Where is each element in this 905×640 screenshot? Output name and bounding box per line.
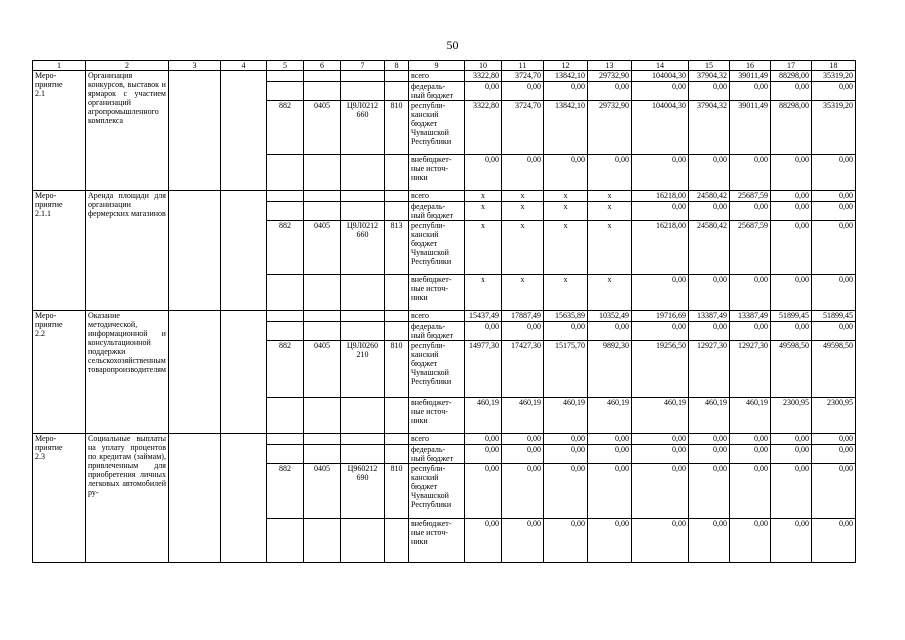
event-code: Меро- приятие 2.3: [33, 434, 86, 563]
grbs-code: 882: [266, 341, 303, 398]
value-cell-year-11: 0,00: [501, 82, 543, 101]
value-cell-year-15: 0,00: [688, 445, 729, 464]
section-code: 0405: [303, 221, 340, 275]
value-cell-year-14: 0,00: [631, 275, 688, 311]
empty-code-cell: [303, 322, 340, 341]
table-row: [33, 434, 856, 445]
target-article-code: Ц960212 690: [340, 464, 384, 519]
value-cell-year-11: x: [501, 275, 543, 311]
section-code: 0405: [303, 341, 340, 398]
empty-code-cell: [303, 71, 340, 82]
empty-code-cell: [340, 71, 384, 82]
empty-code-cell: [266, 398, 303, 434]
value-cell-year-12: 13842,10: [543, 71, 587, 82]
empty-code-cell: [384, 155, 408, 191]
funding-source-total: всего: [408, 434, 464, 445]
value-cell-year-16: 0,00: [729, 322, 770, 341]
value-cell-year-12: 15635,89: [543, 311, 587, 322]
value-cell-year-16: 25687,59: [729, 191, 770, 202]
empty-code-cell: [303, 398, 340, 434]
value-cell-year-15: 460,19: [688, 398, 729, 434]
value-cell-year-18: 35319,20: [811, 101, 855, 155]
value-cell-year-13: 0,00: [587, 434, 631, 445]
value-cell-year-14: 19256,50: [631, 341, 688, 398]
empty-code-cell: [266, 71, 303, 82]
value-cell-year-12: 0,00: [543, 155, 587, 191]
empty-code-cell: [266, 191, 303, 202]
funding-source-republic: республи- канский бюджет Чувашской Республики: [408, 464, 464, 519]
funding-source-offbudget: внебюджет- ные источ- ники: [408, 519, 464, 563]
value-cell-year-13: 0,00: [587, 155, 631, 191]
value-cell-year-10: x: [464, 191, 501, 202]
value-cell-year-10: 0,00: [464, 82, 501, 101]
value-cell-year-18: 35319,20: [811, 71, 855, 82]
empty-code-cell: [303, 519, 340, 563]
value-cell-year-18: 0,00: [811, 202, 855, 221]
budget-table: [32, 60, 856, 563]
value-cell-year-15: 37904,32: [688, 101, 729, 155]
column-4-cell: [220, 191, 266, 311]
value-cell-year-12: 0,00: [543, 434, 587, 445]
empty-code-cell: [340, 202, 384, 221]
value-cell-year-13: 0,00: [587, 464, 631, 519]
value-cell-year-18: 0,00: [811, 445, 855, 464]
empty-code-cell: [384, 82, 408, 101]
value-cell-year-13: 0,00: [587, 519, 631, 563]
value-cell-year-14: 104004,30: [631, 71, 688, 82]
value-cell-year-14: 0,00: [631, 202, 688, 221]
header-row: [33, 61, 856, 71]
value-cell-year-13: 9892,30: [587, 341, 631, 398]
column-header-9: 9: [408, 61, 464, 71]
empty-code-cell: [303, 82, 340, 101]
empty-code-cell: [340, 82, 384, 101]
value-cell-year-17: 0,00: [770, 434, 811, 445]
column-header-16: 16: [729, 61, 770, 71]
value-cell-year-17: 88298,00: [770, 71, 811, 82]
value-cell-year-14: 0,00: [631, 519, 688, 563]
value-cell-year-10: 0,00: [464, 445, 501, 464]
value-cell-year-18: 2300,95: [811, 398, 855, 434]
value-cell-year-14: 0,00: [631, 82, 688, 101]
grbs-code: 882: [266, 221, 303, 275]
value-cell-year-13: 10352,49: [587, 311, 631, 322]
value-cell-year-11: x: [501, 221, 543, 275]
column-header-15: 15: [688, 61, 729, 71]
value-cell-year-17: 0,00: [770, 519, 811, 563]
empty-code-cell: [340, 191, 384, 202]
empty-code-cell: [384, 322, 408, 341]
value-cell-year-13: 0,00: [587, 82, 631, 101]
value-cell-year-18: 0,00: [811, 322, 855, 341]
value-cell-year-16: 460,19: [729, 398, 770, 434]
value-cell-year-11: 17427,30: [501, 341, 543, 398]
value-cell-year-12: 0,00: [543, 82, 587, 101]
value-cell-year-14: 0,00: [631, 155, 688, 191]
empty-code-cell: [340, 155, 384, 191]
column-header-11: 11: [501, 61, 543, 71]
empty-code-cell: [303, 191, 340, 202]
value-cell-year-11: 0,00: [501, 155, 543, 191]
value-cell-year-18: 0,00: [811, 275, 855, 311]
funding-source-offbudget: внебюджет- ные источ- ники: [408, 398, 464, 434]
value-cell-year-13: x: [587, 191, 631, 202]
value-cell-year-10: 3322,80: [464, 71, 501, 82]
value-cell-year-13: 460,19: [587, 398, 631, 434]
funding-source-federal: федераль- ный бюджет: [408, 82, 464, 101]
value-cell-year-17: 0,00: [770, 221, 811, 275]
value-cell-year-16: 0,00: [729, 519, 770, 563]
value-cell-year-15: 0,00: [688, 275, 729, 311]
empty-code-cell: [266, 275, 303, 311]
value-cell-year-10: 15437,49: [464, 311, 501, 322]
value-cell-year-18: 0,00: [811, 155, 855, 191]
value-cell-year-12: 0,00: [543, 445, 587, 464]
table-row: [33, 71, 856, 82]
column-header-10: 10: [464, 61, 501, 71]
value-cell-year-14: 104004,30: [631, 101, 688, 155]
value-cell-year-16: 39011,49: [729, 101, 770, 155]
value-cell-year-11: 0,00: [501, 445, 543, 464]
column-header-1: 1: [33, 61, 86, 71]
empty-code-cell: [266, 445, 303, 464]
value-cell-year-10: 3322,80: [464, 101, 501, 155]
value-cell-year-15: 37904,32: [688, 71, 729, 82]
value-cell-year-12: 13842,10: [543, 101, 587, 155]
value-cell-year-16: 0,00: [729, 202, 770, 221]
column-4-cell: [220, 71, 266, 191]
value-cell-year-11: 0,00: [501, 519, 543, 563]
empty-code-cell: [384, 191, 408, 202]
value-cell-year-11: 0,00: [501, 434, 543, 445]
value-cell-year-17: 0,00: [770, 202, 811, 221]
value-cell-year-13: x: [587, 221, 631, 275]
column-header-8: 8: [384, 61, 408, 71]
value-cell-year-14: 16218,00: [631, 191, 688, 202]
value-cell-year-17: 49598,50: [770, 341, 811, 398]
value-cell-year-10: 0,00: [464, 434, 501, 445]
value-cell-year-11: 3724,70: [501, 101, 543, 155]
empty-code-cell: [303, 275, 340, 311]
value-cell-year-18: 0,00: [811, 464, 855, 519]
value-cell-year-14: 16218,00: [631, 221, 688, 275]
value-cell-year-18: 51899,45: [811, 311, 855, 322]
column-header-13: 13: [587, 61, 631, 71]
event-name: Оказание методической, информационной и консультационной поддержки сельскохозяйственным товаропроизводителям: [86, 311, 169, 434]
value-cell-year-13: 29732,90: [587, 71, 631, 82]
value-cell-year-16: 0,00: [729, 82, 770, 101]
column-header-3: 3: [168, 61, 220, 71]
event-name: Аренда площади для организации фермерских магазинов: [86, 191, 169, 311]
value-cell-year-11: 460,19: [501, 398, 543, 434]
empty-code-cell: [384, 398, 408, 434]
empty-code-cell: [266, 155, 303, 191]
value-cell-year-11: 0,00: [501, 464, 543, 519]
empty-code-cell: [384, 445, 408, 464]
value-cell-year-15: 13387,49: [688, 311, 729, 322]
event-name: Организация конкурсов, выставок и ярмарок с участием организаций агропромышленного комплекса: [86, 71, 169, 191]
value-cell-year-10: 0,00: [464, 322, 501, 341]
value-cell-year-15: 0,00: [688, 519, 729, 563]
value-cell-year-14: 0,00: [631, 445, 688, 464]
column-header-7: 7: [340, 61, 384, 71]
value-cell-year-16: 0,00: [729, 464, 770, 519]
empty-code-cell: [303, 434, 340, 445]
value-cell-year-10: 0,00: [464, 155, 501, 191]
value-cell-year-12: 0,00: [543, 519, 587, 563]
expense-type-code: 810: [384, 464, 408, 519]
value-cell-year-18: 49598,50: [811, 341, 855, 398]
event-code: Меро- приятие 2.1.1: [33, 191, 86, 311]
empty-code-cell: [340, 322, 384, 341]
value-cell-year-15: 24580,42: [688, 191, 729, 202]
column-header-6: 6: [303, 61, 340, 71]
value-cell-year-17: 88298,00: [770, 101, 811, 155]
column-header-12: 12: [543, 61, 587, 71]
target-article-code: Ц9Л0212 660: [340, 101, 384, 155]
column-header-14: 14: [631, 61, 688, 71]
value-cell-year-12: x: [543, 202, 587, 221]
column-header-5: 5: [266, 61, 303, 71]
value-cell-year-12: 15175,70: [543, 341, 587, 398]
empty-code-cell: [303, 445, 340, 464]
empty-code-cell: [340, 434, 384, 445]
expense-type-code: 810: [384, 341, 408, 398]
value-cell-year-12: x: [543, 275, 587, 311]
value-cell-year-18: 0,00: [811, 434, 855, 445]
funding-source-republic: республи- канский бюджет Чувашской Республики: [408, 101, 464, 155]
event-code: Меро- приятие 2.2: [33, 311, 86, 434]
value-cell-year-10: x: [464, 202, 501, 221]
column-header-2: 2: [86, 61, 169, 71]
value-cell-year-18: 0,00: [811, 221, 855, 275]
value-cell-year-17: 0,00: [770, 155, 811, 191]
value-cell-year-13: x: [587, 202, 631, 221]
value-cell-year-15: 0,00: [688, 322, 729, 341]
value-cell-year-10: 0,00: [464, 519, 501, 563]
target-article-code: Ц9Л0260 210: [340, 341, 384, 398]
empty-code-cell: [384, 202, 408, 221]
empty-code-cell: [340, 311, 384, 322]
value-cell-year-13: 29732,90: [587, 101, 631, 155]
value-cell-year-10: x: [464, 275, 501, 311]
empty-code-cell: [384, 311, 408, 322]
value-cell-year-11: 3724,70: [501, 71, 543, 82]
funding-source-total: всего: [408, 191, 464, 202]
column-3-cell: [168, 191, 220, 311]
page-number: 50: [446, 38, 459, 52]
empty-code-cell: [384, 71, 408, 82]
empty-code-cell: [266, 202, 303, 221]
column-4-cell: [220, 434, 266, 563]
event-code: Меро- приятие 2.1: [33, 71, 86, 191]
section-code: 0405: [303, 101, 340, 155]
value-cell-year-11: x: [501, 202, 543, 221]
empty-code-cell: [340, 275, 384, 311]
target-article-code: Ц9Л0212 660: [340, 221, 384, 275]
value-cell-year-17: 0,00: [770, 445, 811, 464]
column-header-18: 18: [811, 61, 855, 71]
column-header-17: 17: [770, 61, 811, 71]
value-cell-year-11: 0,00: [501, 322, 543, 341]
value-cell-year-10: x: [464, 221, 501, 275]
value-cell-year-15: 0,00: [688, 202, 729, 221]
column-4-cell: [220, 311, 266, 434]
column-3-cell: [168, 71, 220, 191]
value-cell-year-14: 0,00: [631, 434, 688, 445]
value-cell-year-16: 0,00: [729, 275, 770, 311]
empty-code-cell: [266, 322, 303, 341]
table-row: [33, 191, 856, 202]
value-cell-year-16: 0,00: [729, 155, 770, 191]
value-cell-year-16: 39011,49: [729, 71, 770, 82]
value-cell-year-18: 0,00: [811, 191, 855, 202]
funding-source-offbudget: внебюджет- ные источ- ники: [408, 155, 464, 191]
value-cell-year-14: 19716,69: [631, 311, 688, 322]
value-cell-year-12: 0,00: [543, 322, 587, 341]
empty-code-cell: [266, 434, 303, 445]
value-cell-year-12: 460,19: [543, 398, 587, 434]
value-cell-year-17: 2300,95: [770, 398, 811, 434]
column-3-cell: [168, 311, 220, 434]
grbs-code: 882: [266, 101, 303, 155]
empty-code-cell: [340, 445, 384, 464]
value-cell-year-18: 0,00: [811, 519, 855, 563]
value-cell-year-12: x: [543, 191, 587, 202]
value-cell-year-17: 0,00: [770, 82, 811, 101]
expense-type-code: 810: [384, 101, 408, 155]
value-cell-year-12: x: [543, 221, 587, 275]
empty-code-cell: [340, 519, 384, 563]
value-cell-year-16: 0,00: [729, 445, 770, 464]
value-cell-year-14: 460,19: [631, 398, 688, 434]
value-cell-year-15: 0,00: [688, 464, 729, 519]
value-cell-year-16: 13387,49: [729, 311, 770, 322]
value-cell-year-13: 0,00: [587, 322, 631, 341]
value-cell-year-15: 24580,42: [688, 221, 729, 275]
empty-code-cell: [303, 202, 340, 221]
value-cell-year-17: 0,00: [770, 464, 811, 519]
value-cell-year-13: 0,00: [587, 445, 631, 464]
value-cell-year-16: 25687,59: [729, 221, 770, 275]
funding-source-republic: республи- канский бюджет Чувашской Республики: [408, 221, 464, 275]
column-3-cell: [168, 434, 220, 563]
value-cell-year-11: 17887,49: [501, 311, 543, 322]
empty-code-cell: [303, 155, 340, 191]
funding-source-total: всего: [408, 71, 464, 82]
value-cell-year-17: 0,00: [770, 322, 811, 341]
value-cell-year-17: 0,00: [770, 275, 811, 311]
value-cell-year-17: 0,00: [770, 191, 811, 202]
funding-source-federal: федераль- ный бюджет: [408, 445, 464, 464]
empty-code-cell: [384, 275, 408, 311]
value-cell-year-12: 0,00: [543, 464, 587, 519]
empty-code-cell: [266, 311, 303, 322]
value-cell-year-15: 0,00: [688, 82, 729, 101]
column-header-4: 4: [220, 61, 266, 71]
empty-code-cell: [303, 311, 340, 322]
value-cell-year-10: 14977,30: [464, 341, 501, 398]
expense-type-code: 813: [384, 221, 408, 275]
value-cell-year-16: 0,00: [729, 434, 770, 445]
funding-source-federal: федераль- ный бюджет: [408, 322, 464, 341]
value-cell-year-15: 0,00: [688, 434, 729, 445]
table-row: [33, 311, 856, 322]
funding-source-federal: федераль- ный бюджет: [408, 202, 464, 221]
empty-code-cell: [266, 519, 303, 563]
value-cell-year-14: 0,00: [631, 464, 688, 519]
event-name: Социальные выплаты на уплату процентов по кредитам (займам), привлеченным для приобретения личных легковых автомобилей ру-: [86, 434, 169, 563]
section-code: 0405: [303, 464, 340, 519]
value-cell-year-14: 0,00: [631, 322, 688, 341]
value-cell-year-18: 0,00: [811, 82, 855, 101]
value-cell-year-17: 51899,45: [770, 311, 811, 322]
value-cell-year-10: 460,19: [464, 398, 501, 434]
value-cell-year-15: 0,00: [688, 155, 729, 191]
value-cell-year-10: 0,00: [464, 464, 501, 519]
value-cell-year-15: 12927,30: [688, 341, 729, 398]
value-cell-year-13: x: [587, 275, 631, 311]
funding-source-offbudget: внебюджет- ные источ- ники: [408, 275, 464, 311]
funding-source-republic: республи- канский бюджет Чувашской Республики: [408, 341, 464, 398]
empty-code-cell: [340, 398, 384, 434]
grbs-code: 882: [266, 464, 303, 519]
value-cell-year-11: x: [501, 191, 543, 202]
value-cell-year-16: 12927,30: [729, 341, 770, 398]
empty-code-cell: [266, 82, 303, 101]
funding-source-total: всего: [408, 311, 464, 322]
empty-code-cell: [384, 434, 408, 445]
empty-code-cell: [384, 519, 408, 563]
